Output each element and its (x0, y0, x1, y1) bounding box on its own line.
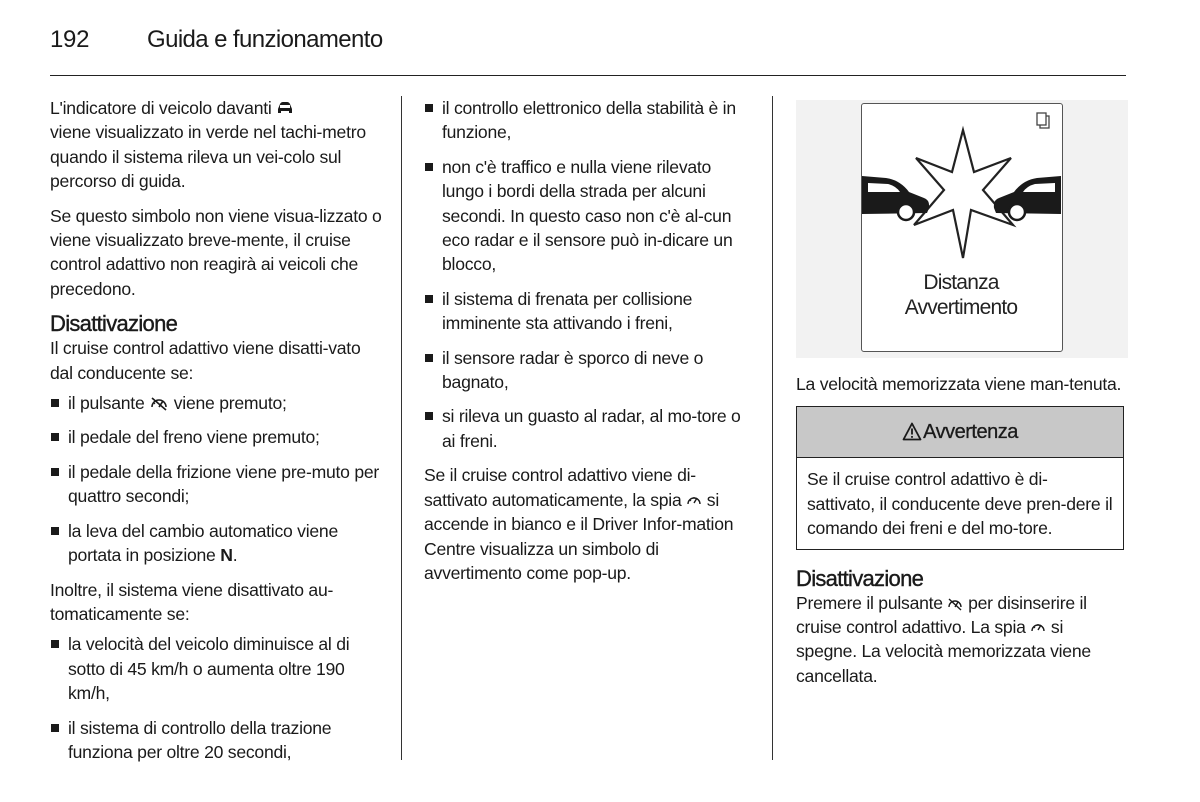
bullet-icon (51, 468, 59, 476)
page-header (50, 24, 1126, 64)
figure-caption: Distanza Avvertimento (904, 271, 1018, 319)
header-rule (50, 75, 1126, 76)
cruise-cancel-icon (149, 395, 169, 411)
paragraph: Se il cruise control adattivo viene di-sattivato automaticamente, la spia si accende in bianco e il Driver Infor-mation Centre visualizza un simbolo di avvertimento come pop-up. (424, 465, 734, 583)
cruise-control-lamp-icon (686, 493, 702, 508)
section-heading: Disattivazione (796, 565, 924, 591)
bullet-icon (51, 399, 59, 407)
bullet-icon (51, 527, 59, 535)
column-divider (772, 96, 773, 760)
warning-body: Se il cruise control adattivo è di-sattivato, il conducente deve pren-dere il comando dei freni e del mo-tore. (807, 469, 1113, 539)
column-left (50, 96, 384, 774)
column-right (796, 100, 1128, 698)
paragraph: Il cruise control adattivo viene disatti-vato dal conducente se: (50, 338, 361, 383)
warning-box (796, 406, 1124, 549)
impact-star-icon (914, 130, 1013, 258)
section-heading: Disattivazione (50, 311, 178, 337)
list-item: la leva del cambio automatico viene portata in posizione N. (50, 519, 384, 568)
list-item: il controllo elettronico della stabilità è in funzione, (424, 96, 754, 145)
bullet-icon (425, 104, 433, 112)
bullet-icon (51, 640, 59, 648)
bullet-icon (51, 724, 59, 732)
warning-triangle-icon (902, 410, 922, 460)
warning-header (797, 407, 1123, 458)
paragraph: L'indicatore di veicolo davanti viene visualizzato in verde nel tachi-metro quando il sistema rileva un vei-colo sul percorso di guida. (50, 98, 366, 192)
page-icon (1037, 113, 1049, 128)
bullet-list (424, 96, 754, 453)
bullet-icon (425, 412, 433, 420)
bullet-icon (425, 354, 433, 362)
chapter-title: Guida e funzionamento (147, 26, 383, 53)
warning-title: Avvertenza (923, 421, 1018, 444)
list-item: il pedale del freno viene premuto; (50, 425, 384, 449)
left-car-icon (862, 176, 929, 220)
column-middle (424, 96, 754, 595)
list-item: il pedale della frizione viene pre-muto per quattro secondi; (50, 460, 384, 509)
paragraph: La velocità memorizzata viene man-tenuta. (796, 374, 1122, 394)
page-number: 192 (50, 26, 90, 53)
paragraph: Se questo simbolo non viene visua-lizzato o viene visualizzato breve-mente, il cruise control adattivo non reagirà ai veicoli che precedono. (50, 205, 382, 299)
column-divider (401, 96, 402, 760)
list-item: si rileva un guasto al radar, al mo-tore o ai freni. (424, 404, 754, 453)
list-item: la velocità del veicolo diminuisce al di sotto di 45 km/h o aumenta oltre 190 km/h, (50, 632, 384, 705)
cruise-cancel-icon (947, 596, 963, 611)
bullet-icon (425, 163, 433, 171)
paragraph: Premere il pulsante per disinserire il cruise control adattivo. La spia si spegne. La velocità memorizzata viene cancellata. (796, 592, 1091, 686)
bullet-list (50, 391, 384, 567)
list-item: il sensore radar è sporco di neve o bagnato, (424, 346, 754, 395)
list-item: il sistema di frenata per collisione imminente sta attivando i freni, (424, 287, 754, 336)
list-item: il sistema di controllo della trazione funziona per oltre 20 secondi, (50, 716, 384, 765)
distance-warning-illustration (796, 100, 1128, 358)
bullet-list (50, 632, 384, 764)
vehicle-ahead-icon (276, 100, 294, 116)
bullet-icon (425, 295, 433, 303)
list-item: il pulsante viene premuto; (50, 391, 384, 415)
list-item: non c'è traffico e nulla viene rilevato lungo i bordi della strada per alcuni secondi. In questo caso non c'è al-cun eco radar e il sensore può in-dicare un blocco, (424, 155, 754, 277)
cruise-control-lamp-icon (1030, 620, 1046, 635)
bullet-icon (51, 433, 59, 441)
paragraph: Inoltre, il sistema viene disattivato au-tomaticamente se: (50, 579, 334, 624)
